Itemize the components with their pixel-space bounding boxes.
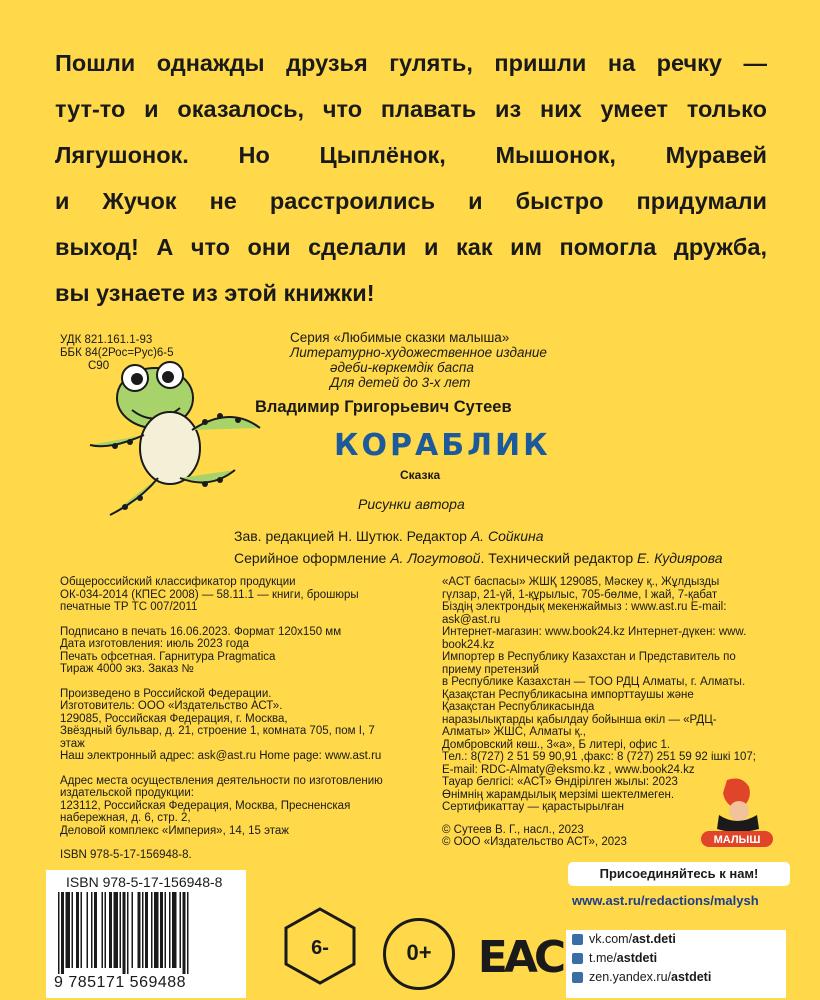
imprint-line: Наш электронный адрес: ask@ast.ru Home page: www.ast.ru [60, 750, 382, 762]
barcode-bar [160, 892, 163, 968]
barcode-bar [91, 892, 93, 968]
eac-mark [477, 918, 563, 988]
imprint-line: Произведено в Российской Федерации. [60, 687, 272, 700]
imprint-line: 129085, Российская Федерация, г. Москва, [60, 712, 288, 725]
frog-illustration [70, 350, 270, 525]
social-handle: astdeti [616, 951, 658, 965]
barcode-bar [142, 892, 144, 968]
imprint-line: Деловой комплекс «Империя», 14, 15 этаж [60, 824, 289, 837]
barcode-bar [145, 892, 148, 968]
age-circle-mark: 0+ [383, 918, 455, 990]
illustrations-credit: Рисунки автора [358, 496, 465, 512]
age-note: Для детей до 3-х лет [330, 375, 471, 390]
zen-icon [572, 972, 583, 983]
imprint-line: 123112, Российская Федерация, Москва, Пресненская [60, 799, 351, 812]
imprint-line: «АСТ баспасы» ЖШҚ 129085, Мәскеу қ., Жұлдызды [442, 576, 720, 588]
barcode-bar [66, 892, 71, 968]
barcode-bar [187, 892, 189, 974]
imprint-line: Тираж 4000 экз. Заказ № [60, 663, 194, 675]
imprint-paragraph [60, 576, 400, 614]
barcode-bar [169, 892, 171, 968]
barcode-bar [58, 892, 60, 974]
social-link[interactable] [566, 930, 786, 949]
blurb-line: Пошли однажды друзья гулять, пришли на речку — [55, 50, 767, 76]
imprint-line: Печать офсетная. Гарнитура Pragmatica [60, 650, 276, 663]
barcode-bar [180, 892, 182, 968]
barcode-bar [172, 892, 177, 968]
imprint-line: Подписано в печать 16.06.2023. Формат 120х150 мм [60, 625, 342, 638]
logo-text: МАЛЫШ [713, 834, 761, 846]
imprint-line: Тел.: 8(727) 2 51 59 90,91 ,факс: 8 (727) 251 59 92 ішкі 107; [442, 751, 756, 763]
barcode-bar [105, 892, 107, 968]
imprint-paragraph [60, 849, 400, 862]
imprint-paragraph [60, 688, 400, 763]
barcode-bar [138, 892, 141, 968]
barcode-bar [61, 892, 64, 974]
imprint-line: Импортер в Республику Казахстан и Представитель по [442, 651, 736, 663]
imprint-line: ОК-034-2014 (КПЕС 2008) — 58.11.1 — книги, брошюры [60, 588, 359, 601]
barcode-bar [102, 892, 104, 968]
imprint-line: ask@ast.ru [442, 613, 501, 626]
description-blurb [55, 40, 767, 316]
imprint-paragraph [60, 775, 400, 838]
credit-text: Серийное оформление [234, 550, 391, 566]
imprint-line: Алматы» ЖШС, Алматы қ., [442, 726, 586, 738]
imprint-line: набережная, д. 6, стр. 2, [60, 812, 191, 824]
imprint-left-column [60, 576, 400, 874]
barcode-bar [72, 892, 74, 968]
imprint-line: Изготовитель: ООО «Издательство АСТ». [60, 700, 283, 712]
social-prefix: zen.yandex.ru/ [589, 970, 671, 984]
imprint-line: гүлзар, 21-үй, 1-құрылыс, 705-бөлме, I жай, 7-қабат [442, 588, 718, 601]
imprint-line: © Сутеев В. Г., насл., 2023 [442, 823, 584, 836]
editorial-credits [234, 525, 723, 569]
author-code: С90 [88, 360, 110, 372]
imprint-line: Звёздный бульвар, д. 21, строение 1, комната 705, пом I, 7 этаж [60, 725, 375, 750]
credit-text: . Технический редактор [480, 550, 638, 566]
blurb-line: Лягушонок. Но Цыплёнок, Мышонок, Муравей [55, 142, 767, 168]
editor-name: А. Сойкина [470, 528, 544, 544]
social-handle: astdeti [671, 970, 712, 984]
malysh-logo [697, 775, 777, 850]
imprint-line: печатные ТР ТС 007/2011 [60, 601, 198, 613]
imprint-line: © ООО «Издательство АСТ», 2023 [442, 836, 627, 848]
barcode-bar [114, 892, 119, 968]
tech-editor-name: Е. Кудиярова [637, 550, 723, 566]
social-link[interactable] [566, 949, 786, 968]
imprint-line: Өнімнің жарамдылық мерзімі шектелмеген. [442, 788, 675, 801]
edition-type: Литературно-художественное издание [290, 345, 547, 360]
author-name: Владимир Григорьевич Сутеев [255, 398, 512, 416]
designer-name: А. Логутовой [390, 550, 481, 566]
social-links [566, 930, 786, 998]
imprint-line: Біздің электрондық мекенжаймыз : www.ast.ru E-mail: [442, 601, 727, 613]
imprint-line: приему претензий [442, 663, 540, 676]
bbk-line: ББК 84(2Рос=Рус)6-5 [60, 347, 174, 359]
barcode-bar [123, 892, 126, 974]
barcode-bar [154, 892, 159, 968]
imprint-line: наразылықтарды қабылдау бойынша өкіл — «РДЦ- [442, 713, 717, 726]
barcode-bar [165, 892, 167, 968]
credit-text: Зав. редакцией Н. Шутюк. Редактор [234, 528, 471, 544]
series-name: Серия «Любимые сказки малыша» [290, 330, 510, 345]
blurb-line: выход! А что они сделали и как им помогла дружба, [55, 234, 767, 260]
blurb-line: тут-то и оказалось, что плавать из них умеет только [55, 96, 767, 122]
barcode-bar [94, 892, 97, 968]
imprint-line: Интернет-магазин: www.book24.kz Интернет-дүкен: www. [442, 626, 747, 638]
imprint-line: в Республике Казахстан — ТОО РДЦ Алматы, г. Алматы. [442, 676, 746, 688]
barcode-bar [127, 892, 129, 974]
imprint-line: Домбровский көш., 3«а», Б литері, офис 1. [442, 738, 671, 751]
imprint-line: Общероссийский классификатор продукции [60, 576, 296, 588]
eac-text: EAC [477, 932, 563, 983]
edition-type-kz: әдеби-көркемдік баспа [330, 360, 474, 375]
series-block [260, 330, 640, 390]
barcode-bar [120, 892, 122, 968]
barcode-bar [87, 892, 89, 968]
imprint-line: Дата изготовления: июль 2023 года [60, 638, 249, 650]
barcode-bar [151, 892, 153, 968]
social-prefix: vk.com/ [589, 932, 633, 946]
imprint-line: Қазақстан Республикасына импорттаушы және [442, 688, 694, 701]
age-hexagon-text: 6- [311, 937, 329, 959]
age-hexagon-mark [280, 906, 360, 986]
join-banner: Присоединяйтесь к нам! [568, 862, 790, 886]
telegram-icon [572, 953, 583, 964]
vk-icon [572, 934, 583, 945]
book-title: КОРАБЛИК [334, 428, 551, 463]
imprint-line: Сертификаттау — қарастырылған [442, 801, 624, 813]
imprint-line: Адрес места осуществления деятельности по изготовлению [60, 774, 383, 787]
blurb-line: и Жучок не расстроились и быстро придумали [55, 188, 767, 214]
imprint-paragraph [60, 626, 400, 676]
imprint-line: Тауар белгісі: «АСТ» Өндірілген жылы: 2023 [442, 776, 678, 788]
barcode-isbn-label: ISBN 978-5-17-156948-8 [66, 874, 223, 890]
barcode-bars [56, 892, 241, 974]
imprint-line: ISBN 978-5-17-156948-8. [60, 849, 192, 861]
social-prefix: t.me/ [589, 951, 617, 965]
udk-line: УДК 821.161.1-93 [60, 334, 153, 346]
barcode-bar [81, 892, 83, 968]
barcode-digits: 9 785171 569488 [54, 974, 187, 991]
site-link[interactable]: www.ast.ru/redactions/malysh [572, 893, 759, 908]
barcode-bar [76, 892, 79, 968]
blurb-line: вы узнаете из этой книжки! [55, 280, 375, 306]
social-link[interactable] [566, 968, 786, 987]
imprint-line: E-mail: RDC-Almaty@eksmo.kz , www.book24.kz [442, 763, 695, 776]
barcode-bar [109, 892, 112, 968]
genre-label: Сказка [400, 468, 441, 482]
imprint-line: издательской продукции: [60, 787, 194, 799]
social-handle: ast.deti [632, 932, 676, 946]
barcode-bar [183, 892, 186, 974]
barcode-bar [132, 892, 134, 968]
imprint-line: book24.kz [442, 638, 495, 651]
imprint-line: Қазақстан Республикасында [442, 701, 595, 713]
